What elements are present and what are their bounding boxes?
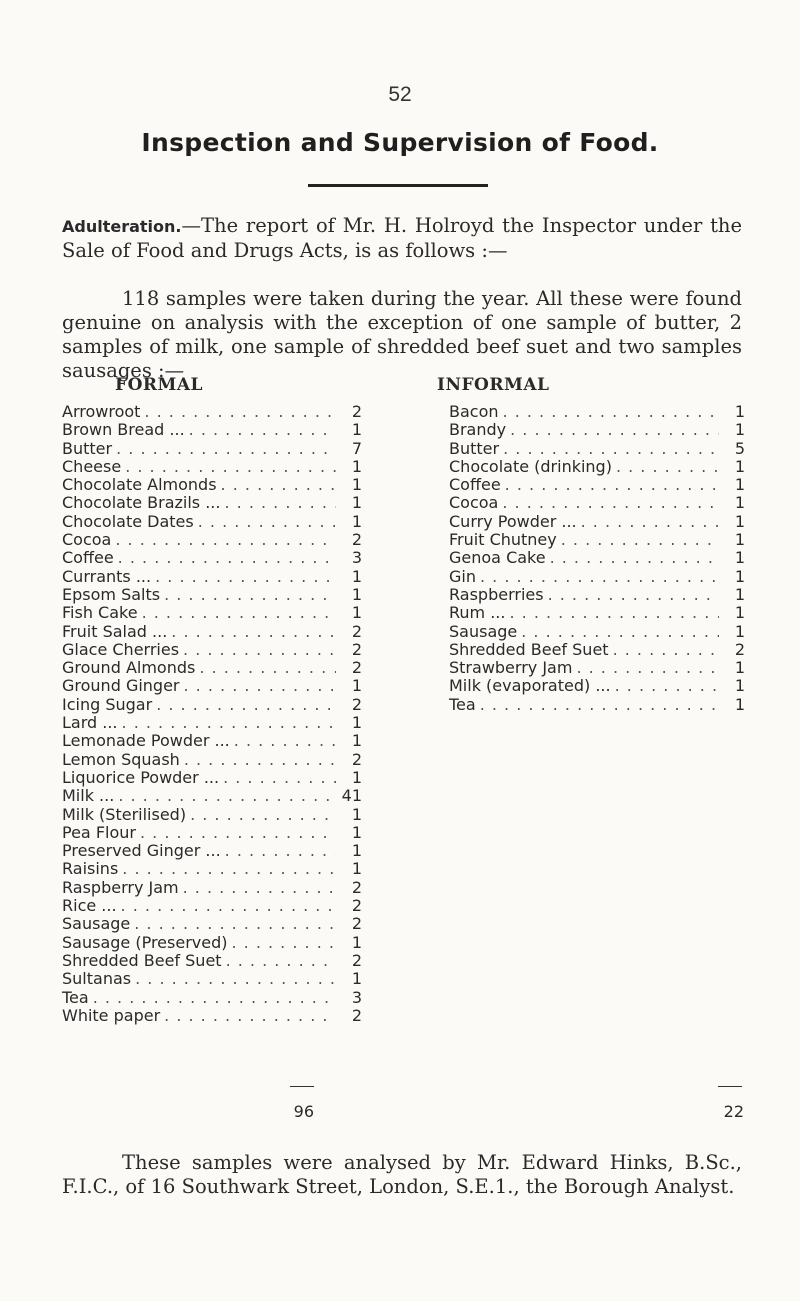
item-name: Bacon (449, 402, 499, 421)
item-name: Cocoa (449, 493, 499, 513)
item-name: Butter (449, 438, 500, 458)
leader-dots (476, 568, 719, 586)
page-title: Inspection and Supervision of Food. (141, 128, 659, 157)
item-count: 1 (734, 566, 745, 586)
leader-dots (221, 842, 336, 860)
item-count: 1 (351, 804, 362, 824)
item-count: 1 (351, 822, 362, 842)
item-count: 1 (351, 969, 362, 989)
item-count: 1 (734, 530, 745, 550)
item-name: Cheese (62, 456, 122, 476)
item-name: Brandy (449, 420, 507, 440)
list-item (449, 494, 745, 512)
item-name: Fruit Salad ... (62, 621, 168, 641)
item-count: 1 (734, 621, 745, 641)
leader-dots (557, 531, 719, 549)
leader-dots (185, 421, 336, 439)
item-count: 2 (351, 877, 362, 897)
page-number: 52 (388, 83, 412, 106)
list-item (62, 696, 362, 714)
item-count: 1 (351, 932, 362, 952)
item-count: 1 (734, 456, 745, 476)
item-name: Coffee (449, 475, 501, 495)
list-item (449, 623, 745, 641)
formal-list (62, 403, 362, 1025)
leader-dots (89, 989, 336, 1007)
list-item (62, 440, 362, 458)
item-name: Milk (evaporated) ... (449, 676, 611, 696)
list-item (62, 549, 362, 567)
list-item (62, 879, 362, 897)
item-count: 1 (351, 731, 362, 751)
informal-heading: INFORMAL (437, 375, 550, 395)
informal-total: 22 (723, 1102, 744, 1121)
item-count: 1 (351, 676, 362, 696)
leader-dots (194, 513, 336, 531)
item-name: Lemonade Powder ... (62, 731, 230, 751)
item-name: Shredded Beef Suet (62, 950, 222, 970)
informal-list (449, 403, 745, 714)
item-count: 1 (351, 603, 362, 623)
item-name: Sultanas (62, 969, 132, 989)
item-name: Chocolate Almonds (62, 475, 217, 495)
leader-dots (217, 476, 336, 494)
item-count: 2 (351, 621, 362, 641)
leader-dots (138, 604, 336, 622)
item-name: Brown Bread ... (62, 420, 185, 440)
list-item (449, 659, 745, 677)
list-item (62, 677, 362, 695)
informal-total-rule (718, 1086, 742, 1087)
leader-dots (117, 897, 336, 915)
leader-dots (230, 732, 336, 750)
item-count: 1 (351, 511, 362, 531)
title-underline (308, 184, 488, 187)
item-count: 2 (351, 914, 362, 934)
list-item (62, 403, 362, 421)
list-item (62, 732, 362, 750)
item-name: Ground Almonds (62, 658, 196, 678)
leader-dots (118, 860, 336, 878)
list-item (62, 641, 362, 659)
leader-dots (612, 458, 719, 476)
item-count: 1 (351, 859, 362, 879)
leader-dots (179, 879, 336, 897)
item-count: 1 (351, 767, 362, 787)
list-item (449, 476, 745, 494)
item-count: 1 (734, 511, 745, 531)
item-name: Rice ... (62, 896, 117, 916)
leader-dots (546, 549, 719, 567)
item-name: Raspberries (449, 584, 544, 604)
item-name: Sausage (449, 621, 518, 641)
item-count: 1 (351, 456, 362, 476)
item-name: Icing Sugar (62, 694, 153, 714)
item-count: 2 (351, 1005, 362, 1025)
item-name: Arrowroot (62, 402, 141, 421)
item-count: 1 (734, 548, 745, 568)
item-name: Lard ... (62, 713, 118, 733)
list-item (62, 970, 362, 988)
list-item (449, 568, 745, 586)
item-count: 1 (351, 584, 362, 604)
list-item (62, 494, 362, 512)
leader-dots (118, 714, 336, 732)
item-count: 1 (351, 420, 362, 440)
item-name: Epsom Salts (62, 584, 161, 604)
item-name: Strawberry Jam (449, 658, 573, 678)
item-name: Raspberry Jam (62, 877, 179, 897)
list-item (449, 531, 745, 549)
item-count: 1 (734, 402, 745, 421)
list-item (449, 421, 745, 439)
item-name: Ground Ginger (62, 676, 180, 696)
item-name: Curry Powder ... (449, 511, 577, 531)
item-count: 1 (734, 603, 745, 623)
item-name: Shredded Beef Suet (449, 639, 609, 659)
item-name: Lemon Squash (62, 749, 180, 769)
leader-dots (577, 513, 719, 531)
list-item (62, 842, 362, 860)
list-item (62, 421, 362, 439)
list-item (449, 549, 745, 567)
list-item (62, 787, 362, 805)
leader-dots (186, 806, 336, 824)
list-item (449, 440, 745, 458)
leader-dots (220, 494, 336, 512)
leader-dots (219, 769, 336, 787)
item-name: Milk ... (62, 786, 115, 806)
list-item (449, 696, 745, 714)
list-item (62, 769, 362, 787)
item-name: Chocolate (drinking) (449, 456, 612, 476)
leader-dots (611, 677, 719, 695)
leader-dots (506, 421, 719, 439)
leader-dots (131, 970, 336, 988)
item-name: Currants ... (62, 566, 152, 586)
leader-dots (179, 641, 336, 659)
item-count: 41 (341, 786, 362, 806)
leader-dots (505, 604, 719, 622)
item-name: Genoa Cake (449, 548, 546, 568)
list-item (62, 568, 362, 586)
leader-dots (121, 458, 336, 476)
item-name: Gin (449, 566, 476, 586)
item-name: Chocolate Dates (62, 511, 194, 531)
list-item (62, 714, 362, 732)
item-count: 1 (351, 566, 362, 586)
intro-text: —The report of Mr. H. Holroyd the Inspector under the Sale of Food and Drugs Acts, is as follows :— (62, 214, 742, 262)
leader-dots (167, 623, 336, 641)
item-count: 2 (351, 530, 362, 550)
leader-dots (195, 659, 336, 677)
list-item (449, 513, 745, 531)
leader-dots (130, 915, 336, 933)
leader-dots (501, 476, 719, 494)
item-count: 1 (734, 475, 745, 495)
leader-dots (180, 751, 336, 769)
item-name: Tea (449, 694, 476, 714)
leader-dots (609, 641, 719, 659)
item-count: 1 (734, 584, 745, 604)
list-item (62, 586, 362, 604)
list-item (449, 641, 745, 659)
list-item (62, 989, 362, 1007)
item-name: Butter (62, 438, 113, 458)
list-item (62, 476, 362, 494)
leader-dots (152, 696, 336, 714)
list-item (449, 458, 745, 476)
leader-dots (112, 440, 336, 458)
item-count: 1 (734, 420, 745, 440)
item-count: 5 (734, 438, 745, 458)
list-item (449, 604, 745, 622)
leader-dots (499, 403, 719, 421)
item-name: Coffee (62, 548, 114, 568)
leader-dots (180, 677, 337, 695)
item-name: Sausage (62, 914, 131, 934)
item-count: 7 (351, 438, 362, 458)
item-count: 2 (351, 639, 362, 659)
leader-dots (160, 586, 336, 604)
leader-dots (517, 623, 719, 641)
item-count: 1 (351, 475, 362, 495)
leader-dots (499, 440, 719, 458)
list-item (62, 860, 362, 878)
leader-dots (227, 934, 336, 952)
item-count: 2 (351, 402, 362, 421)
item-count: 1 (351, 841, 362, 861)
item-name: Preserved Ginger ... (62, 841, 221, 861)
item-count: 3 (351, 987, 362, 1007)
item-count: 1 (734, 493, 745, 513)
leader-dots (151, 568, 336, 586)
item-name: Raisins (62, 859, 119, 879)
samples-paragraph: 118 samples were taken during the year. All these were found genuine on analysis with the exception of one sample of butter, 2 samples of milk, one sample of shredded beef suet and two samples sausages :— (62, 287, 742, 382)
item-count: 3 (351, 548, 362, 568)
leader-dots (498, 494, 719, 512)
list-item (62, 458, 362, 476)
leader-dots (222, 952, 336, 970)
list-item (62, 952, 362, 970)
list-item (62, 824, 362, 842)
list-item (62, 806, 362, 824)
item-name: Cocoa (62, 530, 112, 550)
formal-total: 96 (293, 1102, 314, 1121)
leader-dots (111, 531, 336, 549)
item-name: Rum ... (449, 603, 506, 623)
list-item (62, 915, 362, 933)
item-count: 2 (351, 950, 362, 970)
item-count: 1 (734, 676, 745, 696)
item-name: Fruit Chutney (449, 530, 557, 550)
formal-heading: FORMAL (115, 375, 203, 395)
leader-dots (572, 659, 719, 677)
item-count: 1 (734, 694, 745, 714)
list-item (449, 403, 745, 421)
list-item (62, 659, 362, 677)
list-item (62, 751, 362, 769)
analyst-paragraph: These samples were analysed by Mr. Edward Hinks, B.Sc., F.I.C., of 16 Southwark Street, London, S.E.1., the Borough Analyst. (62, 1151, 742, 1198)
list-item (62, 897, 362, 915)
item-count: 2 (734, 639, 745, 659)
list-item (62, 513, 362, 531)
item-count: 1 (351, 713, 362, 733)
list-item (62, 1007, 362, 1025)
leader-dots (140, 403, 336, 421)
item-name: Liquorice Powder ... (62, 767, 220, 787)
leader-dots (136, 824, 336, 842)
leader-dots (114, 549, 336, 567)
item-count: 2 (351, 694, 362, 714)
intro-paragraph (62, 214, 742, 263)
list-item (62, 934, 362, 952)
section-lead: Adulteration. (62, 217, 182, 236)
leader-dots (114, 787, 336, 805)
list-item (62, 604, 362, 622)
leader-dots (544, 586, 719, 604)
item-count: 2 (351, 896, 362, 916)
item-name: Fish Cake (62, 603, 138, 623)
item-name: Milk (Sterilised) (62, 804, 187, 824)
list-item (449, 677, 745, 695)
list-item (449, 586, 745, 604)
item-count: 1 (734, 658, 745, 678)
item-name: Pea Flour (62, 822, 136, 842)
leader-dots (160, 1007, 336, 1025)
item-name: White paper (62, 1005, 161, 1025)
formal-total-rule (290, 1086, 314, 1087)
item-count: 1 (351, 493, 362, 513)
item-name: Glace Cherries (62, 639, 180, 659)
item-name: Tea (62, 987, 89, 1007)
item-name: Chocolate Brazils ... (62, 493, 221, 513)
item-name: Sausage (Preserved) (62, 932, 228, 952)
item-count: 2 (351, 658, 362, 678)
leader-dots (476, 696, 719, 714)
list-item (62, 623, 362, 641)
item-count: 2 (351, 749, 362, 769)
list-item (62, 531, 362, 549)
